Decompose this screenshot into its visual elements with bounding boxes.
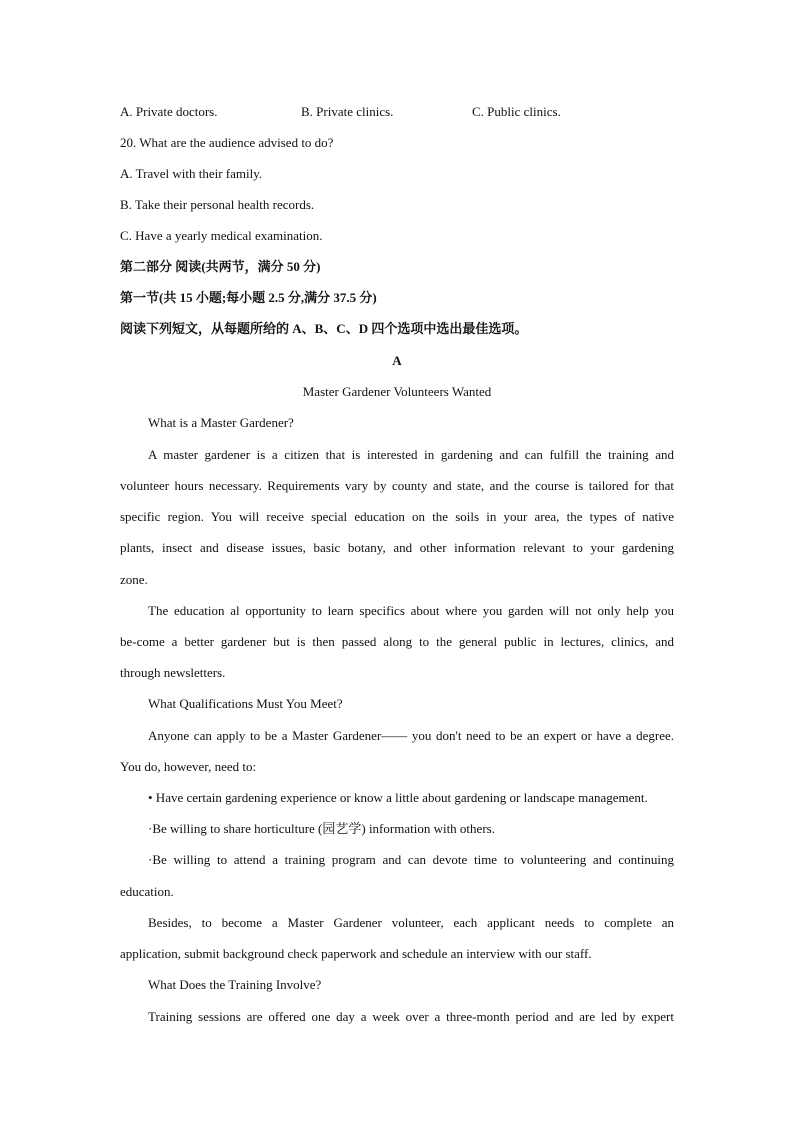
paragraph-line: zone.: [120, 572, 148, 587]
paragraph-line: The education al opportunity to learn specifics about where you garden will not only help you: [148, 603, 674, 618]
q20-question: 20. What are the audience advised to do?: [120, 135, 334, 150]
bullet-item: • Have certain gardening experience or know a little about gardening or landscape management.: [148, 790, 648, 805]
bullet-item: ·Be willing to attend a training program and can devote time to volunteering and continuing: [148, 852, 674, 867]
paragraph-line: Training sessions are offered one day a week over a three-month period and are led by expert: [148, 1009, 674, 1024]
q19-option-c: C. Public clinics.: [472, 104, 561, 119]
paragraph-line: specific region. You will receive special education on the soils in your area, the types of native: [120, 509, 674, 524]
passage-title: Master Gardener Volunteers Wanted: [302, 384, 492, 399]
q20-option-c: C. Have a yearly medical examination.: [120, 228, 323, 243]
paragraph-line: application, submit background check paperwork and schedule an interview with our staff.: [120, 946, 592, 961]
subheading-what-is: What is a Master Gardener?: [148, 415, 294, 430]
passage-letter: A: [392, 353, 402, 368]
paragraph-line: through newsletters.: [120, 665, 226, 680]
q19-option-a: A. Private doctors.: [120, 104, 218, 119]
section1-heading: 第一节(共 15 小题;每小题 2.5 分,满分 37.5 分): [120, 290, 377, 305]
q20-option-b: B. Take their personal health records.: [120, 197, 315, 212]
paragraph-line: A master gardener is a citizen that is interested in gardening and can fulfill the training and: [148, 447, 674, 462]
q19-option-b: B. Private clinics.: [301, 104, 394, 119]
q19-options-row: [120, 103, 674, 121]
subheading-qualifications: What Qualifications Must You Meet?: [148, 696, 343, 711]
paragraph-line: plants, insect and disease issues, basic botany, and other information relevant to your gardening: [120, 540, 674, 555]
q20-option-a: A. Travel with their family.: [120, 166, 263, 181]
paragraph-line: You do, however, need to:: [120, 759, 257, 774]
subheading-training: What Does the Training Involve?: [148, 977, 322, 992]
bullet-item-continued: education.: [120, 884, 174, 899]
paragraph-line: Besides, to become a Master Gardener volunteer, each applicant needs to complete an: [148, 915, 674, 930]
paragraph-line: volunteer hours necessary. Requirements vary by county and state, and the course is tailored for that: [120, 478, 674, 493]
bullet-item: ·Be willing to share horticulture (园艺学) information with others.: [148, 821, 495, 836]
reading-instruction: 阅读下列短文，从每题所给的 A、B、C、D 四个选项中选出最佳选项。: [120, 321, 528, 336]
paragraph-line: Anyone can apply to be a Master Gardener—— you don't need to be an expert or have a degree.: [148, 728, 674, 743]
part2-heading: 第二部分 阅读(共两节，满分 50 分): [120, 259, 321, 274]
paragraph-line: be-come a better gardener but is then passed along to the general public in lectures, clinics, and: [120, 634, 674, 649]
